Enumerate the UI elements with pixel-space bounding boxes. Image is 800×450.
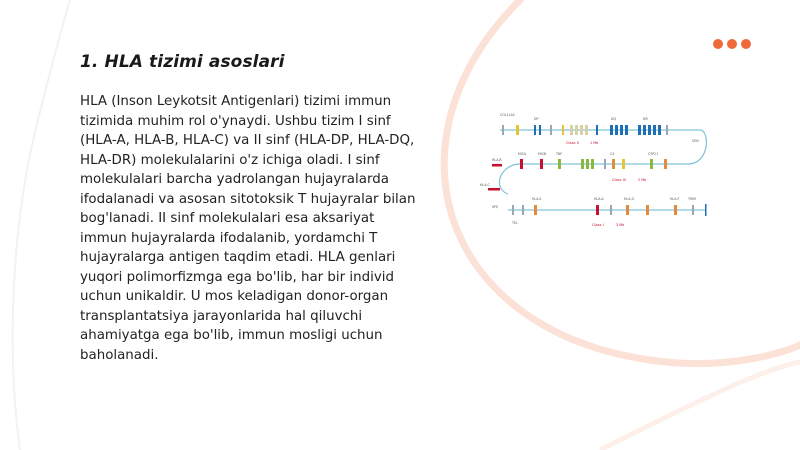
gene-label-c4: C4 xyxy=(610,152,615,156)
gene-mark xyxy=(650,159,653,169)
gene-mark xyxy=(664,159,667,169)
gene-label-hla-c: HLA-C xyxy=(480,183,490,187)
gene-map-connector-right xyxy=(688,130,706,164)
label-class-ii: Class II xyxy=(566,141,579,145)
hla-gene-map-figure xyxy=(478,104,723,234)
label-kb-3: 3 Mb xyxy=(616,223,625,227)
gene-mark xyxy=(626,205,629,215)
decor-dot xyxy=(741,39,751,49)
gene-mark xyxy=(653,125,656,135)
gene-mark xyxy=(610,205,612,215)
slide-title: 1. HLA tizimi asoslari xyxy=(80,52,285,72)
decor-arc-left xyxy=(13,0,70,450)
gene-mark xyxy=(622,159,625,169)
gene-mark xyxy=(562,125,564,135)
gene-mark xyxy=(575,125,578,135)
gene-label-hla-f: HLA-F xyxy=(670,197,680,201)
label-cen: CEN xyxy=(692,139,699,143)
gene-mark xyxy=(539,125,541,135)
label-class-i: Class I xyxy=(592,223,604,227)
gene-label-tnf: TNF xyxy=(556,152,563,156)
gene-map-connector-left xyxy=(499,164,518,194)
gene-mark xyxy=(596,205,599,215)
decor-dot xyxy=(713,39,723,49)
gene-mark xyxy=(540,159,543,169)
decor-dot xyxy=(727,39,737,49)
gene-label-hfe: HFE xyxy=(492,205,499,209)
gene-mark xyxy=(615,125,618,135)
gene-label-dq: DQ xyxy=(611,117,616,121)
label-kb-2: 2 Mb xyxy=(638,178,647,182)
decor-dots xyxy=(713,39,751,49)
gene-label-hla-a: HLA-A xyxy=(594,197,604,201)
gene-mark xyxy=(648,125,651,135)
gene-label-dr: DR xyxy=(643,117,648,121)
gene-mark xyxy=(612,159,615,169)
gene-mark xyxy=(596,125,598,135)
gene-mark xyxy=(705,204,707,216)
gene-mark xyxy=(643,125,646,135)
gene-mark xyxy=(534,125,536,135)
gene-mark xyxy=(674,205,677,215)
gene-mark xyxy=(646,205,649,215)
gene-label-trim: TRIM xyxy=(688,197,696,201)
gene-mark xyxy=(581,159,584,169)
gene-mark xyxy=(591,159,594,169)
gene-mark xyxy=(604,159,606,169)
gene-mark xyxy=(534,205,537,215)
gene-mark xyxy=(512,205,514,215)
gene-mark xyxy=(638,125,641,135)
gene-mark xyxy=(625,125,628,135)
gene-mark xyxy=(520,159,523,169)
gene-mark xyxy=(692,205,694,215)
gene-mark-hla-b xyxy=(492,164,502,167)
gene-label-hla-e: HLA-E xyxy=(532,197,542,201)
label-class-iii: Class III xyxy=(612,178,626,182)
gene-label-dp: DP xyxy=(534,117,539,121)
gene-mark xyxy=(522,205,524,215)
gene-mark xyxy=(580,125,583,135)
gene-label-tel: TEL xyxy=(512,221,518,225)
gene-mark xyxy=(558,159,561,169)
gene-mark xyxy=(502,125,504,135)
slide-body-text: HLA (Inson Leykotsit Antigenlari) tizimi immun tizimida muhim rol o'ynaydi. Ushbu tizim I sinf (HLA-A, HLA-B, HLA-C) va II sinf (HLA-DP, HLA-DQ, HLA-DR) molekulalarini o'z ichiga oladi. I sinf molekulalari barcha yadrolangan hujayralarda ifodalanadi va asosan sitotoksik T hujayralar bilan bog'lanadi. II sinf molekulalari esa aksariyat immun hujayralarda ifodalanib, yordamchi T hujayralarga antigen taqdim etadi. HLA genlari yuqori polimorfizmga ega bo'lib, har bir individ uchun unikaldir. U mos keladigan donor-organ transplantatsiya jarayonlarida hal qiluvchi ahamiyatga ega bo'lib, immun mosligi uchun baholanadi. xyxy=(80,94,416,363)
gene-label-cyp21: CYP21 xyxy=(648,152,659,156)
gene-label-mica: MICA xyxy=(518,152,527,156)
gene-mark xyxy=(620,125,623,135)
gene-mark xyxy=(516,125,519,135)
gene-mark xyxy=(586,159,589,169)
gene-mark-hla-c xyxy=(488,188,500,191)
label-kb-1: 1 Mb xyxy=(590,141,599,145)
gene-label-hla-g: HLA-G xyxy=(624,197,635,201)
gene-label-hla-b: HLA-B xyxy=(492,158,502,162)
gene-mark xyxy=(570,125,573,135)
gene-mark xyxy=(666,125,668,135)
gene-mark xyxy=(658,125,661,135)
gene-label-micb: MICB xyxy=(538,152,547,156)
gene-mark xyxy=(610,125,613,135)
decor-arc-bottom xyxy=(600,362,800,450)
gene-label-col11a2: COL11A2 xyxy=(500,113,515,117)
gene-mark xyxy=(550,125,552,135)
gene-mark xyxy=(585,125,588,135)
